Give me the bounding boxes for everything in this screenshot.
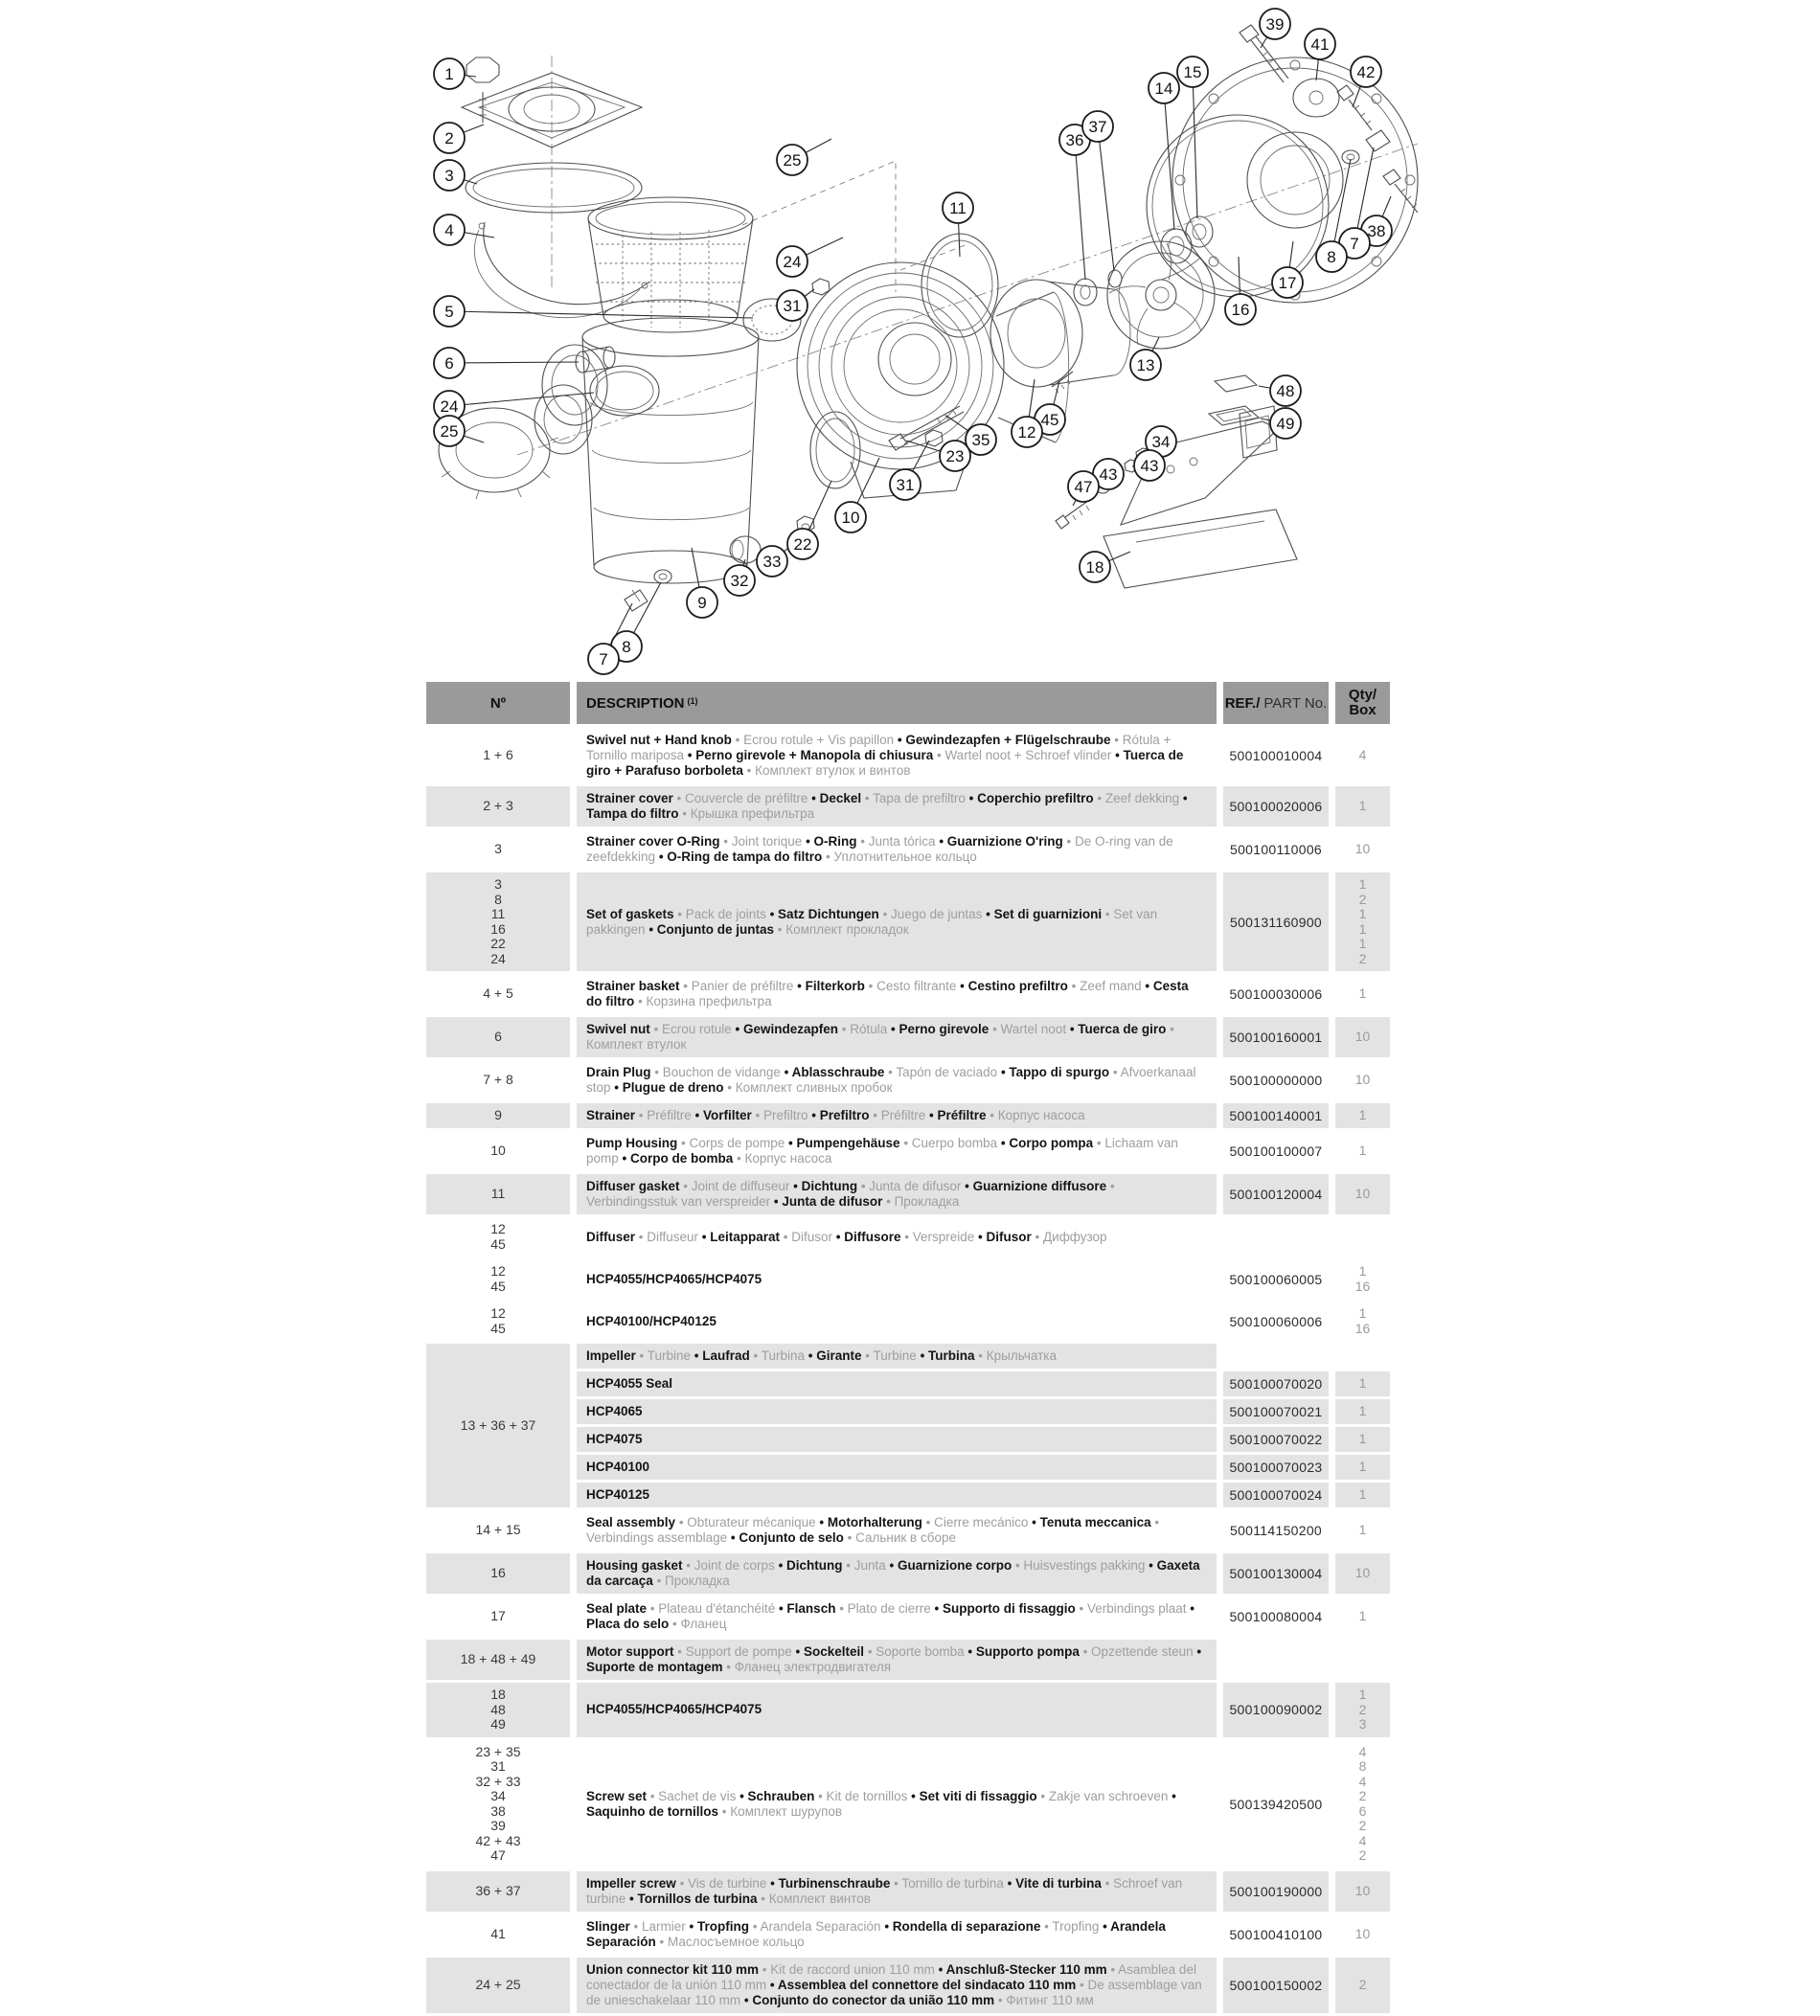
ref-cell: 500100150002 (1223, 1958, 1329, 2013)
callout-6 (434, 348, 465, 378)
description-cell: Strainer basket • Panier de préfiltre • Filterkorb • Cesto filtrante • Cestino prefiltro • Zeef mand • Cesta do filtro • Корзина префильтра (586, 979, 1189, 1008)
drain-washer-part (654, 570, 671, 583)
description-cell: Union connector kit 110 mm • Kit de raccord union 110 mm • Anschluß-Stecker 110 mm • Asamblea del conectador de la unión 110 mm • Assemblea del connettore del sindacato 110 mm • De assemblage van de unieschakelaar 110 mm • Conjunto do conector da união 110 mm • Фитинг 110 мм (577, 1958, 1217, 2013)
table-row (426, 1740, 1394, 1869)
description-cell: Diffuser • Diffuseur • Leitapparat • Difusor • Diffusore • Verspreide • Difusor • Диффузор (586, 1229, 1107, 1244)
qty-cell: 4 8 4 2 6 2 4 2 (1358, 1743, 1367, 1863)
callout-48 (1270, 375, 1301, 406)
description-cell: Pump Housing • Corps de pompe • Pumpengehäuse • Cuerpo bomba • Corpo pompa • Lichaam van pomp • Corpo de bomba • Корпус насоса (586, 1136, 1178, 1166)
pump-housing-part (797, 262, 1069, 498)
description-cell: Housing gasket • Joint de corps • Dichtung • Junta • Guarnizione corpo • Huisvestings pakking • Gaxeta da carcaça • Прокладка (577, 1553, 1217, 1594)
ref-cell (1223, 1217, 1329, 1257)
callout-3 (434, 160, 465, 191)
svg-text:43: 43 (1140, 457, 1159, 475)
housing-gasket-part (1147, 115, 1329, 297)
part-number-cell: 16 (426, 1553, 570, 1594)
header-no: Nº (426, 682, 570, 724)
exploded-diagram-svg (0, 0, 1820, 682)
table-row (426, 1017, 1394, 1057)
svg-text:9: 9 (697, 594, 707, 612)
qty-cell: 1 2 1 1 1 2 (1335, 872, 1390, 971)
table-row (426, 1217, 1394, 1257)
svg-text:37: 37 (1088, 118, 1107, 136)
callout-31 (777, 290, 808, 321)
ref-cell: 500100010004 (1229, 748, 1323, 763)
description-cell: Strainer • Préfiltre • Vorfilter • Prefiltro • Prefiltro • Préfiltre • Préfiltre • Корпус насоса (577, 1103, 1217, 1128)
ref-cell: 500100070022 (1223, 1427, 1329, 1452)
description-cell: HCP40100/HCP40125 (586, 1313, 717, 1328)
table-header (426, 682, 1394, 724)
callout-32 (724, 565, 755, 596)
exploded-diagram (0, 0, 1820, 682)
ref-cell (1223, 1640, 1329, 1680)
clamp-part (484, 222, 649, 305)
table-row (426, 1683, 1394, 1737)
hand-knob-part (466, 57, 499, 82)
part-number-cell: 17 (490, 1608, 506, 1624)
description-cell: Strainer cover O-Ring • Joint torique • O-Ring • Junta tórica • Guarnizione O'ring • De O-ring van de zeefdekking • O-Ring de tampa do filtro • Уплотнительное кольцо (586, 834, 1173, 864)
slinger-part (1293, 79, 1339, 117)
part-number-cell: 11 (426, 1174, 570, 1214)
ref-cell: 500100100007 (1229, 1144, 1323, 1159)
ref-cell: 500100410100 (1229, 1926, 1323, 1942)
svg-text:10: 10 (841, 509, 860, 527)
callout-43 (1134, 450, 1165, 481)
ref-cell: 500100190000 (1223, 1871, 1329, 1912)
ref-cell: 500100090002 (1223, 1683, 1329, 1737)
callout-16 (1225, 294, 1256, 325)
svg-text:7: 7 (1350, 235, 1359, 253)
header-qty: Qty/ Box (1335, 682, 1390, 724)
qty-cell (1335, 1217, 1390, 1257)
svg-text:8: 8 (1327, 248, 1336, 266)
parts-table (426, 682, 1394, 2016)
svg-text:3: 3 (444, 167, 454, 185)
description-cell: Screw set • Sachet de vis • Schrauben • Kit de tornillos • Set viti di fissaggio • Zakje van schroeven • Saquinho de tornillos • Комплект шурупов (586, 1788, 1176, 1819)
svg-text:35: 35 (971, 431, 990, 449)
description-cell: Drain Plug • Bouchon de vidange • Ablasschraube • Tapón de vaciado • Tappo di spurgo • Afvoerkanaal stop • Plugue de dreno • Комплект сливных пробок (586, 1065, 1196, 1095)
svg-text:32: 32 (730, 572, 749, 590)
table-row (426, 728, 1394, 783)
description-cell: Motor support • Support de pompe • Sockelteil • Soporte bomba • Supporto pompa • Opzettende steun • Suporte de montagem • Фланец электродвигателя (577, 1640, 1217, 1680)
svg-text:31: 31 (783, 297, 802, 315)
table-row (426, 1259, 1394, 1299)
plug-cap-part (730, 536, 761, 563)
svg-text:41: 41 (1310, 35, 1330, 54)
header-ref: REF./ PART No. (1223, 682, 1329, 724)
qty-cell: 10 (1335, 1553, 1390, 1594)
ref-cell: 500114150200 (1230, 1523, 1322, 1538)
description-cell: Swivel nut + Hand knob • Ecrou rotule + Vis papillon • Gewindezapfen + Flügelschraube • Rótula + Tornillo mariposa • Perno girevole + Manopola di chiusura • Wartel noot + Schroef vlinder • Tuerca de giro + Parafuso borboleta • Комплект втулок и винтов (586, 733, 1184, 778)
svg-text:7: 7 (599, 650, 608, 668)
svg-text:24: 24 (783, 253, 802, 271)
table-row (426, 1103, 1394, 1128)
table-row (426, 1553, 1394, 1594)
ref-cell: 500100070021 (1223, 1399, 1329, 1424)
part-number-cell: 12 45 (490, 1263, 506, 1294)
table-row (426, 829, 1394, 870)
qty-cell: 1 (1335, 1103, 1390, 1128)
ref-cell: 500139420500 (1229, 1796, 1323, 1812)
ref-cell: 500100140001 (1223, 1103, 1329, 1128)
svg-text:12: 12 (1017, 423, 1036, 442)
callout-8 (1316, 241, 1347, 272)
seal-ring-14-part (1161, 229, 1192, 263)
qty-cell: 10 (1354, 841, 1371, 857)
part-number-cell: 7 + 8 (483, 1072, 513, 1088)
callout-31 (890, 469, 921, 500)
qty-cell: 1 (1335, 1483, 1390, 1507)
svg-text:36: 36 (1065, 131, 1084, 149)
description-cell: Strainer cover • Couvercle de préfiltre • Deckel • Tapa de prefiltro • Coperchio prefiltro • Zeef dekking • Tampa do filtro • Крышка префильтра (577, 786, 1217, 827)
part-number-cell: 3 (494, 841, 502, 857)
table-row (426, 786, 1394, 827)
callout-9 (687, 587, 717, 618)
ref-cell: 500100070023 (1223, 1455, 1329, 1480)
callout-22 (787, 529, 818, 559)
svg-text:16: 16 (1231, 301, 1250, 319)
svg-text:11: 11 (949, 199, 967, 217)
svg-text:15: 15 (1183, 63, 1202, 81)
description-cell: HCP4055/HCP4065/HCP4075 (586, 1271, 762, 1286)
qty-cell: 1 (1358, 985, 1367, 1002)
callout-17 (1272, 267, 1303, 298)
part-number-cell: 18 48 49 (426, 1683, 570, 1737)
svg-text:39: 39 (1265, 15, 1285, 34)
table-row (426, 1958, 1394, 2013)
qty-cell: 1 (1335, 1427, 1390, 1452)
qty-cell: 1 16 (1354, 1263, 1371, 1294)
callout-39 (1260, 9, 1290, 39)
callout-41 (1305, 29, 1335, 59)
table-row (426, 1302, 1394, 1341)
cover-oring-part (466, 163, 642, 213)
description-cell: Swivel nut • Ecrou rotule • Gewindezapfen • Rótula • Perno girevole • Wartel noot • Tuerca de giro • Комплект втулок (577, 1017, 1217, 1057)
qty-cell: 2 (1335, 1958, 1390, 2013)
cover-48-part (1215, 375, 1257, 392)
motor-support-part (1103, 406, 1297, 588)
callout-33 (757, 546, 787, 577)
callout-24 (777, 246, 808, 277)
table-row (426, 1131, 1394, 1171)
svg-text:47: 47 (1074, 478, 1093, 496)
description-cell: Seal plate • Plateau d'étanchéité • Flansch • Plato de cierre • Supporto di fissaggio • Verbindings plaat • Placa do selo • Фланец (586, 1601, 1195, 1631)
description-cell: Impeller screw • Vis de turbine • Turbinenschraube • Tornillo de turbina • Vite di turbina • Schroef van turbine • Tornillos de turbina • Комплект винтов (577, 1871, 1217, 1912)
screw-42-part (1337, 85, 1372, 130)
part-number-cell: 13 + 36 + 37 (426, 1344, 570, 1507)
description-cell: Set of gaskets • Pack de joints • Satz Dichtungen • Juego de juntas • Set di guarnizioni • Set van pakkingen • Conjunto de juntas • Комплект прокладок (577, 872, 1217, 971)
header-description: DESCRIPTION (1) (577, 682, 1217, 724)
svg-text:33: 33 (762, 553, 782, 571)
part-number-cell: 24 + 25 (426, 1958, 570, 2013)
svg-text:43: 43 (1099, 465, 1118, 484)
description-cell: Impeller • Turbine • Laufrad • Turbina • Girante • Turbine • Turbina • Крыльчатка (577, 1344, 1217, 1369)
table-row (426, 1597, 1394, 1637)
part-number-cell: 12 45 (490, 1221, 506, 1252)
ref-cell: 500100070020 (1223, 1371, 1329, 1396)
description-cell: Seal assembly • Obturateur mécanique • Motorhalterung • Cierre mecánico • Tenuta meccanica • Verbindings assemblage • Conjunto de selo • Сальник в сборе (586, 1515, 1160, 1545)
callout-23 (940, 441, 970, 471)
ref-cell: 500100070024 (1223, 1483, 1329, 1507)
callout-12 (1012, 417, 1042, 447)
svg-text:42: 42 (1356, 63, 1376, 81)
strainer-pot-part (542, 318, 759, 583)
ref-cell: 500100030006 (1229, 986, 1323, 1002)
description-cell: HCP40100 (577, 1455, 1217, 1480)
callout-14 (1149, 73, 1179, 103)
part-number-cell: 2 + 3 (426, 786, 570, 827)
callout-42 (1351, 57, 1381, 87)
ref-cell: 500100120004 (1223, 1174, 1329, 1214)
part-number-cell: 12 45 (490, 1305, 506, 1336)
part-number-cell: 18 + 48 + 49 (426, 1640, 570, 1680)
qty-cell: 10 (1354, 1072, 1371, 1088)
ref-cell: 500100080004 (1229, 1609, 1323, 1624)
svg-text:2: 2 (444, 129, 454, 147)
svg-text:25: 25 (440, 422, 459, 441)
table-row (426, 872, 1394, 971)
qty-cell: 1 2 3 (1335, 1683, 1390, 1737)
callout-13 (1130, 350, 1161, 380)
svg-text:17: 17 (1278, 274, 1297, 292)
qty-cell: 1 (1335, 786, 1390, 827)
callout-25 (434, 416, 465, 446)
drain-plug-part (625, 590, 648, 611)
qty-cell (1335, 1640, 1390, 1680)
ref-cell: 500100060006 (1229, 1313, 1323, 1329)
qty-cell: 1 (1358, 1522, 1367, 1538)
qty-cell: 1 (1335, 1371, 1390, 1396)
callout-4 (434, 215, 465, 245)
svg-text:8: 8 (622, 638, 631, 656)
table-row (426, 1060, 1394, 1100)
qty-cell: 1 (1335, 1455, 1390, 1480)
seal-plate-part (1172, 57, 1418, 303)
callout-2 (434, 123, 465, 153)
svg-text:1: 1 (444, 65, 454, 83)
svg-text:45: 45 (1040, 411, 1059, 429)
svg-text:18: 18 (1085, 558, 1104, 577)
part-number-cell: 4 + 5 (483, 985, 513, 1002)
impeller-part (1107, 241, 1215, 349)
description-cell: Diffuser gasket • Joint de diffuseur • Dichtung • Junta de difusor • Guarnizione diffusore • Verbindingsstuk van verspreider • Junta de difusor • Прокладка (577, 1174, 1217, 1214)
ref-cell: 500100000000 (1229, 1073, 1323, 1088)
description-cell: HCP40125 (577, 1483, 1217, 1507)
svg-text:14: 14 (1154, 79, 1173, 98)
oring-22-part (810, 412, 860, 488)
svg-text:25: 25 (783, 151, 802, 170)
table-row-group (426, 1344, 1394, 1507)
part-number-cell: 41 (490, 1925, 506, 1941)
qty-cell: 4 (1358, 747, 1367, 763)
qty-cell: 10 (1335, 1871, 1390, 1912)
part-number-cell: 23 + 35 31 32 + 33 34 38 39 42 + 43 47 (475, 1743, 521, 1863)
callout-7 (588, 644, 619, 674)
gasket-49-part (1209, 406, 1259, 425)
callout-25 (777, 145, 808, 175)
callout-37 (1082, 111, 1113, 142)
drain-plug-right-part (1366, 130, 1390, 151)
strainer-basket-part (588, 197, 801, 341)
table-row (426, 974, 1394, 1014)
svg-text:5: 5 (444, 303, 454, 321)
ref-cell: 500100020006 (1223, 786, 1329, 827)
description-cell: HCP4065 (577, 1399, 1217, 1424)
callout-18 (1080, 552, 1110, 582)
ref-cell: 500100160001 (1223, 1017, 1329, 1057)
seal-36-part (1074, 279, 1097, 306)
description-cell: HCP4055/HCP4065/HCP4075 (577, 1683, 1217, 1737)
qty-cell: 10 (1335, 1174, 1390, 1214)
svg-text:13: 13 (1136, 356, 1155, 374)
oring-24-part (590, 366, 659, 416)
drain-washer-right-part (1342, 150, 1359, 164)
svg-text:31: 31 (896, 476, 915, 494)
qty-cell: 10 (1354, 1925, 1371, 1941)
description-cell: Slinger • Larmier • Tropfing • Arandela Separación • Rondella di separazione • Tropfing • Arandela Separación • Маслосъемное кольцо (586, 1918, 1166, 1949)
svg-text:38: 38 (1367, 222, 1386, 240)
ref-cell: 500100130004 (1223, 1553, 1329, 1594)
qty-cell: 1 (1335, 1399, 1390, 1424)
callout-5 (434, 296, 465, 327)
svg-text:6: 6 (444, 354, 454, 373)
table-row (426, 1510, 1394, 1551)
qty-cell: 1 16 (1354, 1305, 1371, 1336)
ref-cell: 500100060005 (1229, 1271, 1323, 1287)
callout-15 (1177, 57, 1208, 87)
qty-cell: 10 (1335, 1017, 1390, 1057)
part-number-cell: 10 (490, 1143, 506, 1159)
svg-text:4: 4 (444, 221, 454, 239)
callout-10 (835, 502, 866, 532)
qty-cell: 1 (1358, 1143, 1367, 1159)
part-number-cell: 9 (426, 1103, 570, 1128)
part-number-cell: 3 8 11 16 22 24 (426, 872, 570, 971)
diffuser-part (990, 280, 1130, 387)
callout-49 (1270, 408, 1301, 439)
part-number-cell: 6 (426, 1017, 570, 1057)
part-number-cell: 14 + 15 (475, 1522, 521, 1538)
ref-cell: 500100110006 (1230, 842, 1322, 857)
part-number-cell: 36 + 37 (426, 1871, 570, 1912)
table-row (426, 1871, 1394, 1912)
callout-1 (434, 58, 465, 89)
table-body (426, 728, 1394, 2013)
svg-text:49: 49 (1276, 415, 1295, 433)
callout-47 (1068, 471, 1099, 502)
qty-cell: 1 (1358, 1608, 1367, 1624)
ref-cell: 500131160900 (1223, 872, 1329, 971)
table-row (426, 1640, 1394, 1680)
table-row (426, 1914, 1394, 1955)
svg-text:34: 34 (1151, 433, 1171, 451)
svg-text:24: 24 (440, 397, 459, 416)
screw-47-part (1056, 498, 1092, 529)
svg-text:22: 22 (793, 535, 812, 554)
part-number-cell: 1 + 6 (483, 747, 513, 763)
description-cell: HCP4055 Seal (577, 1371, 1217, 1396)
table-row (426, 1174, 1394, 1214)
svg-text:23: 23 (945, 447, 965, 465)
description-cell: HCP4075 (577, 1427, 1217, 1452)
svg-text:48: 48 (1276, 382, 1295, 400)
callout-11 (943, 193, 973, 223)
